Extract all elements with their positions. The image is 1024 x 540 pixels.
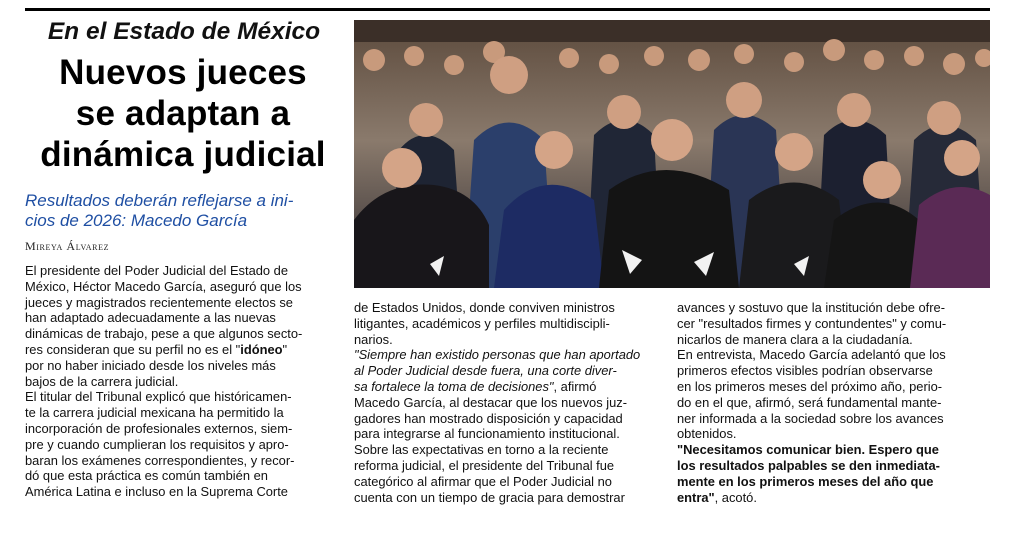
body-line	[677, 363, 990, 379]
body-line	[677, 426, 990, 442]
body-line	[354, 347, 664, 363]
body-line	[354, 332, 664, 348]
body-text: para integrarse al funcionamiento institucional.	[354, 426, 620, 442]
body-line	[25, 263, 345, 279]
body-line	[25, 421, 345, 437]
body-text: , acotó.	[714, 489, 757, 505]
body-text: ner informada a la sociedad sobre los avances	[677, 410, 944, 426]
subhead-line: Resultados deberán reflejarse a ini-	[25, 191, 294, 210]
body-line	[354, 426, 664, 442]
headline-line: se adaptan a	[75, 94, 291, 133]
body-line	[354, 395, 664, 411]
body-line	[677, 474, 990, 490]
body-text: idóneo	[240, 341, 283, 357]
body-text: avances y sostuvo que la institución debe ofre-	[677, 300, 945, 315]
body-text: los resultados palpables se den inmediata-	[677, 457, 940, 473]
body-text: al Poder Judicial desde fuera, una corte diver-	[354, 363, 617, 379]
body-line	[354, 316, 664, 332]
body-line	[354, 458, 664, 474]
body-text: "Necesitamos comunicar bien. Espero que	[677, 442, 939, 458]
article-column-2	[354, 300, 664, 505]
body-line	[354, 442, 664, 458]
body-line	[354, 379, 664, 395]
body-line	[677, 332, 990, 348]
body-text: mente en los primeros meses del año que	[677, 473, 934, 489]
body-text: jueces y magistrados recientemente electos se	[25, 294, 293, 310]
body-line	[25, 389, 345, 405]
body-line	[677, 490, 990, 506]
body-line	[25, 453, 345, 469]
body-line	[25, 405, 345, 421]
body-line	[25, 358, 345, 374]
article-kicker: En el Estado de México	[47, 18, 321, 45]
body-text: do en el que, afirmó, será fundamental mante-	[677, 394, 942, 410]
subhead-line: cios de 2026: Macedo García	[25, 211, 248, 230]
body-text: , afirmó	[553, 378, 597, 394]
body-line	[677, 411, 990, 427]
body-line	[25, 342, 345, 358]
body-text: por no haber iniciado desde los niveles más	[25, 357, 276, 373]
article-column-1	[25, 263, 345, 500]
body-line	[25, 295, 345, 311]
body-text: categórico al afirmar que el Poder Judicial no	[354, 473, 612, 489]
headline-line: Nuevos jueces	[59, 53, 307, 92]
byline: Mireya Álvarez	[25, 239, 110, 253]
body-line	[25, 437, 345, 453]
body-text: reforma judicial, el presidente del Tribunal fue	[354, 457, 615, 473]
body-line	[677, 379, 990, 395]
body-text: te la carrera judicial mexicana ha permitido la	[25, 405, 284, 421]
top-rule	[25, 8, 990, 11]
body-text: res consideran que su perfil no es el "	[25, 341, 241, 357]
body-text: América Latina e incluso en la Suprema Corte	[25, 484, 288, 500]
body-line	[677, 316, 990, 332]
body-line	[677, 442, 990, 458]
body-text: dinámicas de trabajo, pese a que algunos secto-	[25, 326, 303, 342]
body-text: El presidente del Poder Judicial del Estado de	[25, 263, 288, 278]
body-text: El titular del Tribunal explicó que históricamen-	[25, 389, 292, 405]
body-line	[354, 363, 664, 379]
body-text: México, Héctor Macedo García, aseguró que los	[25, 278, 302, 294]
headline-line: dinámica judicial	[40, 135, 326, 174]
body-line	[25, 374, 345, 390]
body-text: han adaptado adecuadamente a las nuevas	[25, 310, 276, 326]
body-text: "	[282, 341, 288, 357]
body-line	[25, 326, 345, 342]
body-line	[677, 300, 990, 316]
body-text: sa fortalece la toma de decisiones"	[354, 378, 554, 394]
body-text: incorporación de profesionales externos, siem-	[25, 420, 293, 436]
body-text: gadores han mostrado disposición y capacidad	[354, 410, 623, 426]
body-text: narios.	[354, 331, 393, 347]
body-text: bajos de la carrera judicial.	[25, 373, 179, 389]
body-text: cuenta con un tiempo de gracia para demostrar	[354, 489, 625, 505]
article-column-3	[677, 300, 990, 505]
body-text: Sobre las expectativas en torno a la reciente	[354, 442, 609, 458]
body-text: "Siempre han existido personas que han aportado	[354, 347, 641, 363]
body-text: en los primeros meses del próximo año, perio-	[677, 378, 943, 394]
body-text: Macedo García, al destacar que los nuevos juz-	[354, 394, 627, 410]
article-subhead	[25, 191, 345, 231]
body-line	[25, 279, 345, 295]
article-headline	[22, 52, 344, 175]
body-text: litigantes, académicos y perfiles multidiscipli-	[354, 315, 610, 331]
body-text: dó que esta práctica es común también en	[25, 468, 268, 484]
body-line	[354, 490, 664, 506]
body-text: En entrevista, Macedo García adelantó que los	[677, 347, 946, 363]
body-line	[25, 468, 345, 484]
article-photo	[354, 20, 990, 288]
body-line	[677, 395, 990, 411]
photo-illustration	[354, 20, 990, 288]
body-text: entra"	[677, 489, 715, 505]
body-line	[677, 458, 990, 474]
body-text: obtenidos.	[677, 426, 737, 442]
body-text: cer "resultados firmes y contundentes" y comu-	[677, 315, 947, 331]
body-line	[354, 300, 664, 316]
body-text: pre y cuando cumplieran los requisitos y apro-	[25, 436, 289, 452]
body-line	[354, 474, 664, 490]
body-text: primeros efectos visibles podrían observarse	[677, 363, 933, 379]
body-text: nicarlos de manera clara a la ciudadanía.	[677, 331, 913, 347]
body-line	[354, 411, 664, 427]
body-text: de Estados Unidos, donde conviven ministros	[354, 300, 615, 315]
body-line	[677, 347, 990, 363]
body-line	[25, 310, 345, 326]
body-text: baran los exámenes correspondientes, y recor-	[25, 452, 295, 468]
body-line	[25, 484, 345, 500]
